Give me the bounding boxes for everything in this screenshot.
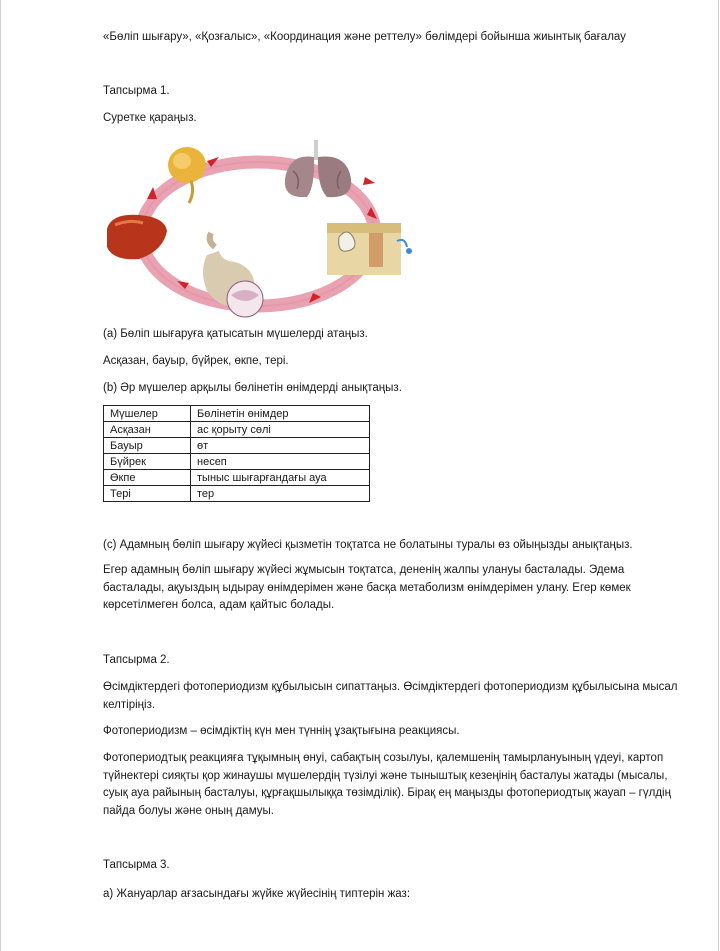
table-cell-product: ас қорыту сөлі <box>191 422 370 438</box>
table-header-row <box>104 406 370 422</box>
skin-icon <box>327 223 412 275</box>
table-cell-organ: Тері <box>104 486 191 502</box>
task1-instruction: Суретке қараңыз. <box>103 112 197 124</box>
page-edge-right <box>718 0 719 951</box>
document-title: «Бөліп шығару», «Қозғалыс», «Координация және реттелу» бөлімдері бойынша жиынтық бағалау <box>103 31 626 43</box>
task2-question: Өсімдіктердегі фотопериодизм құбылысын сипаттаңыз. Өсімдіктердегі фотопериодизм құбылысына мысал келтіріңіз. <box>103 681 678 711</box>
task1-question-c: (с) Адамның бөліп шығару жүйесі қызметін тоқтатса не болатыны туралы өз ойыңызды анықтаңыз. <box>103 539 633 551</box>
table-cell-organ: Өкпе <box>104 470 191 486</box>
task2-heading: Тапсырма 2. <box>103 654 170 666</box>
table-cell-organ: Бүйрек <box>104 454 191 470</box>
task2-definition: Фотопериодизм – өсімдіктің күн мен түннің ұзақтығына реакциясы. <box>103 725 460 737</box>
excretion-products-table <box>103 405 370 502</box>
table-row <box>104 470 370 486</box>
excretion-organs-diagram <box>103 137 418 325</box>
table-row <box>104 486 370 502</box>
table-cell-organ: Асқазан <box>104 422 191 438</box>
table-row <box>104 422 370 438</box>
table-cell-product: тыныс шығарғандағы ауа <box>191 470 370 486</box>
table-header-product: Бөлінетін өнімдер <box>191 406 370 422</box>
task1-question-b: (b) Әр мүшелер арқылы бөлінетін өнімдерді анықтаңыз. <box>103 382 402 394</box>
task2-answer: Фотопериодтық реакцияға тұқымның өнуі, сабақтың созылуы, қалемшенің тамырлануының үдеуі, картоп түйнектері сияқты қор жинаушы мүшелердің түзілуі және тыныштық кезеңінің басталуы жатады (мысалы, суық ауа райының басталуы, құрғақшылыққа төзімділік). Бірақ ең маңызды фотопериодтық жауап – гүлдің пайда болуы және оның дамуы. <box>103 752 671 817</box>
task1-answer-a: Асқазан, бауыр, бүйрек, өкпе, тері. <box>103 355 289 367</box>
task1-answer-c: Егер адамның бөліп шығару жүйесі жұмысын тоқтатса, дененің жалпы улануы басталады. Эдема басталады, ақуыздың ыдырау өнімдерімен және басқа метаболизм өнімдерімен улану. Егер көмек көрсетілмеген болса, адам қайтыс болады. <box>103 564 631 611</box>
table-cell-product: тер <box>191 486 370 502</box>
table-cell-organ: Бауыр <box>104 438 191 454</box>
task1-question-a: (а) Бөліп шығаруға қатысатын мүшелерді атаңыз. <box>103 328 368 340</box>
task1-heading: Тапсырма 1. <box>103 85 170 97</box>
table-header-organ: Мүшелер <box>104 406 191 422</box>
page-edge-left <box>0 0 1 951</box>
table-row <box>104 438 370 454</box>
table-cell-product: өт <box>191 438 370 454</box>
task3-question-a: а) Жануарлар ағзасындағы жүйке жүйесінің типтерін жаз: <box>103 888 411 900</box>
table-cell-product: несеп <box>191 454 370 470</box>
task3-heading: Тапсырма 3. <box>103 859 170 871</box>
table-row <box>104 454 370 470</box>
